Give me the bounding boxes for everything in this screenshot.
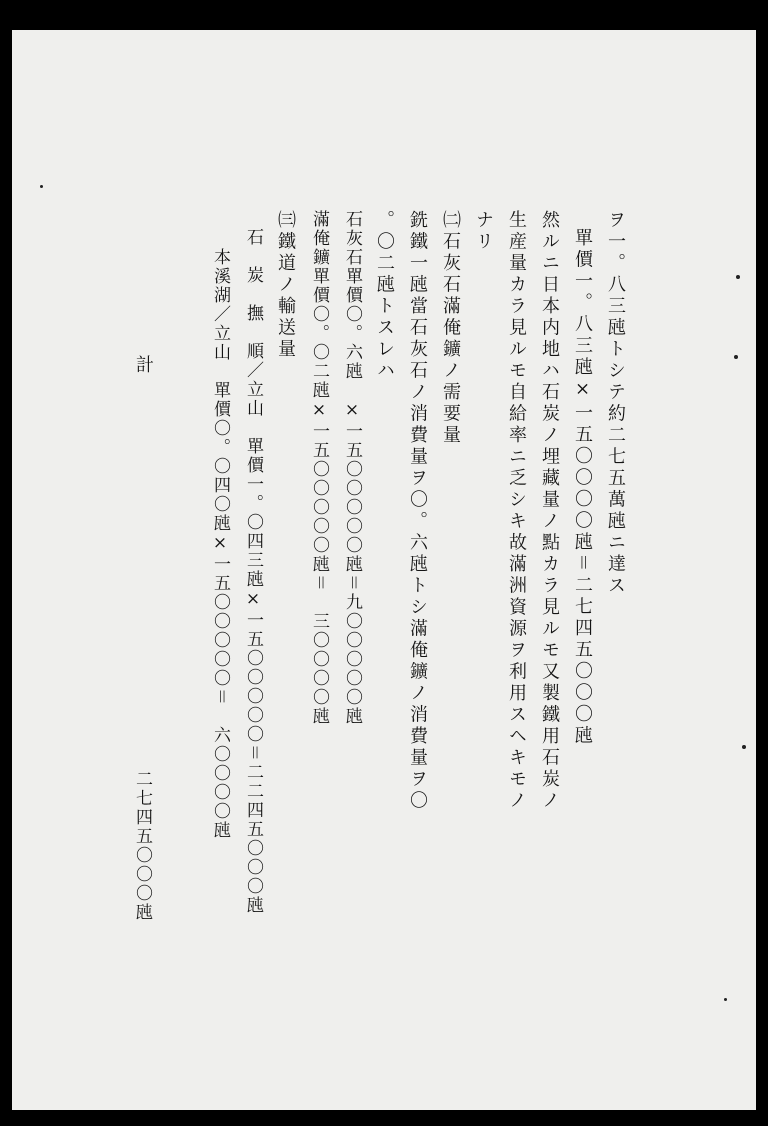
text-line-7: 銑鐵一瓲當石灰石ノ消費量ヲ〇。六瓲トシ滿俺鑛ノ消費量ヲ〇 xyxy=(407,210,428,812)
vertical-text-body xyxy=(112,210,632,970)
scan-speck xyxy=(724,998,727,1001)
text-line-5: ナリ xyxy=(473,210,494,253)
text-line-3: 然ルニ日本内地ハ石炭ノ埋藏量ノ點カラ見ルモ又製鐵用石炭ノ xyxy=(539,210,560,812)
text-line-4: 生産量カラ見ルモ自給率ニ乏シキ故滿洲資源ヲ利用スヘキモノ xyxy=(506,210,527,812)
total-label: 計 xyxy=(133,355,154,373)
manganese-row: 滿俺鑛單價〇。〇二瓲×一五〇〇〇〇〇瓲＝ 三〇〇〇〇瓲 xyxy=(309,210,329,726)
text-line-2: 單價一。八三瓲×一五〇〇〇〇瓲＝二七四五〇〇〇瓲 xyxy=(572,228,593,747)
text-line-1: ヲ一。八三瓲トシテ約二七五萬瓲ニ達ス xyxy=(605,210,626,597)
scan-speck xyxy=(40,185,43,188)
section-heading-2: ㈡石灰石滿俺鑛ノ需要量 xyxy=(440,210,461,447)
paper-sheet xyxy=(12,30,756,1110)
coal-benxihu-row: 本溪湖／立山 單價〇。〇四〇瓲×一五〇〇〇〇〇＝ 六〇〇〇〇瓲 xyxy=(210,248,230,840)
scan-speck xyxy=(742,745,746,749)
limestone-row: 石灰石單價〇。六瓲 ×一五〇〇〇〇〇瓲＝九〇〇〇〇〇瓲 xyxy=(342,210,362,726)
section-heading-3: ㈢鐵道ノ輸送量 xyxy=(275,210,296,361)
coal-fushun-row: 石 炭 撫 順／立山 單價一。〇四三瓲×一五〇〇〇〇〇＝二二四五〇〇〇瓲 xyxy=(243,228,263,915)
scan-speck xyxy=(734,355,738,359)
text-line-8: 。〇二瓲トスレハ xyxy=(374,210,395,382)
scan-speck xyxy=(736,275,740,279)
total-value: 二七四五〇〇〇瓲 xyxy=(132,770,152,922)
